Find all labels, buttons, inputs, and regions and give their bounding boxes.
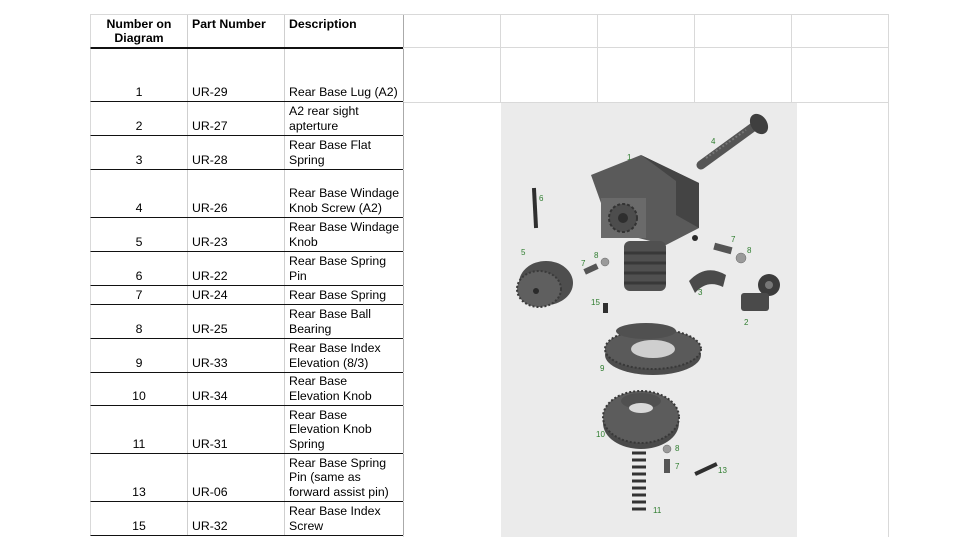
row-number: 2 bbox=[135, 118, 143, 133]
row-description: Rear Base Spring bbox=[289, 287, 387, 302]
row-number: 7 bbox=[135, 287, 143, 302]
ball-bearing-part bbox=[663, 445, 671, 453]
grid-line bbox=[403, 47, 889, 48]
row-description: Rear Base Elevation Knob Spring bbox=[289, 407, 372, 451]
row-number: 3 bbox=[135, 152, 143, 167]
table-row bbox=[90, 339, 403, 373]
grid-line bbox=[597, 14, 598, 103]
windage-knob-part bbox=[517, 261, 573, 307]
row-part-number: UR-29 bbox=[192, 84, 228, 99]
row-number: 13 bbox=[132, 484, 146, 499]
flat-spring-part bbox=[689, 270, 726, 293]
row-description: Rear Base Windage Knob Screw (A2) bbox=[289, 186, 400, 215]
elevation-spring-part bbox=[632, 453, 646, 509]
index-screw-part bbox=[603, 303, 608, 313]
row-description: Rear Base Lug (A2) bbox=[289, 84, 398, 99]
table-row bbox=[90, 136, 403, 170]
row-part-number: UR-27 bbox=[192, 118, 228, 133]
row-part-number: UR-33 bbox=[192, 355, 228, 370]
row-description: Rear Base Index Screw bbox=[289, 504, 381, 533]
row-description: Rear Base Index Elevation (8/3) bbox=[289, 341, 381, 370]
row-description: A2 rear sight apterture bbox=[289, 104, 359, 133]
table-row bbox=[90, 502, 403, 536]
parts-illustration bbox=[501, 103, 797, 537]
aperture-part bbox=[741, 274, 780, 311]
spring-part bbox=[713, 243, 732, 254]
table-row bbox=[90, 218, 403, 252]
callout-label: 8 bbox=[594, 251, 599, 260]
table-row bbox=[90, 252, 403, 286]
row-number: 11 bbox=[132, 436, 146, 451]
row-description: Rear Base Ball Bearing bbox=[289, 307, 372, 336]
row-part-number: UR-22 bbox=[192, 268, 228, 283]
spring-pin-part bbox=[532, 188, 538, 228]
elevation-knob-part bbox=[603, 391, 679, 449]
row-number: 1 bbox=[135, 84, 143, 99]
table-row bbox=[90, 170, 403, 218]
callout-label: 11 bbox=[653, 506, 662, 515]
row-description: Rear Base Elevation Knob bbox=[289, 374, 372, 403]
callout-label: 5 bbox=[521, 248, 526, 257]
table-row bbox=[90, 373, 403, 406]
table-row bbox=[90, 305, 403, 339]
row-part-number: UR-26 bbox=[192, 200, 228, 215]
ball-bearing-part bbox=[736, 253, 746, 263]
table-row bbox=[90, 102, 403, 136]
row-part-number: UR-06 bbox=[192, 484, 228, 499]
row-number: 9 bbox=[135, 355, 143, 370]
callout-label: 9 bbox=[600, 364, 605, 373]
callout-label: 6 bbox=[539, 194, 544, 203]
row-number: 6 bbox=[135, 268, 143, 283]
callout-label: 8 bbox=[675, 444, 680, 453]
header-part-number: Part Number bbox=[192, 17, 266, 31]
header-description: Description bbox=[289, 17, 357, 31]
header-number: Number on Diagram bbox=[106, 17, 172, 45]
table-header bbox=[90, 14, 403, 48]
row-description: Rear Base Spring Pin (same as forward assist pin) bbox=[289, 455, 389, 499]
row-description: Rear Base Spring Pin bbox=[289, 254, 387, 283]
row-number: 4 bbox=[135, 200, 143, 215]
row-part-number: UR-31 bbox=[192, 436, 228, 451]
table-row bbox=[90, 454, 403, 502]
grid-line bbox=[694, 14, 695, 103]
grid-line bbox=[500, 14, 501, 103]
row-part-number: UR-28 bbox=[192, 152, 228, 167]
table-row bbox=[90, 406, 403, 454]
grid-line bbox=[888, 14, 889, 537]
callout-label: 2 bbox=[744, 318, 749, 327]
callout-label: 7 bbox=[581, 259, 586, 268]
callout-label: 1 bbox=[627, 153, 632, 162]
callout-label: 4 bbox=[711, 137, 716, 146]
row-description: Rear Base Flat Spring bbox=[289, 138, 372, 167]
table-row bbox=[90, 286, 403, 305]
table-row bbox=[90, 48, 403, 102]
row-part-number: UR-24 bbox=[192, 287, 228, 302]
row-part-number: UR-34 bbox=[192, 388, 228, 403]
callout-label: 7 bbox=[675, 462, 680, 471]
callout-label: 8 bbox=[747, 246, 752, 255]
row-number: 15 bbox=[132, 518, 146, 533]
ball-bearing-part bbox=[601, 258, 609, 266]
spring-pin-part bbox=[694, 462, 717, 476]
callout-label: 15 bbox=[591, 298, 600, 307]
row-part-number: UR-23 bbox=[192, 234, 228, 249]
row-number: 5 bbox=[135, 234, 143, 249]
row-number: 10 bbox=[132, 388, 146, 403]
callout-label: 10 bbox=[596, 430, 605, 439]
callout-label: 3 bbox=[698, 288, 703, 297]
callout-label: 13 bbox=[718, 466, 727, 475]
index-elevation-part bbox=[605, 323, 701, 375]
callout-label: 7 bbox=[731, 235, 736, 244]
rear-base-lug-part bbox=[591, 155, 699, 291]
row-part-number: UR-32 bbox=[192, 518, 228, 533]
row-number: 8 bbox=[135, 321, 143, 336]
row-part-number: UR-25 bbox=[192, 321, 228, 336]
spring-part bbox=[583, 263, 598, 274]
spring-part bbox=[664, 459, 670, 473]
row-description: Rear Base Windage Knob bbox=[289, 220, 400, 249]
exploded-parts-diagram bbox=[501, 103, 797, 537]
